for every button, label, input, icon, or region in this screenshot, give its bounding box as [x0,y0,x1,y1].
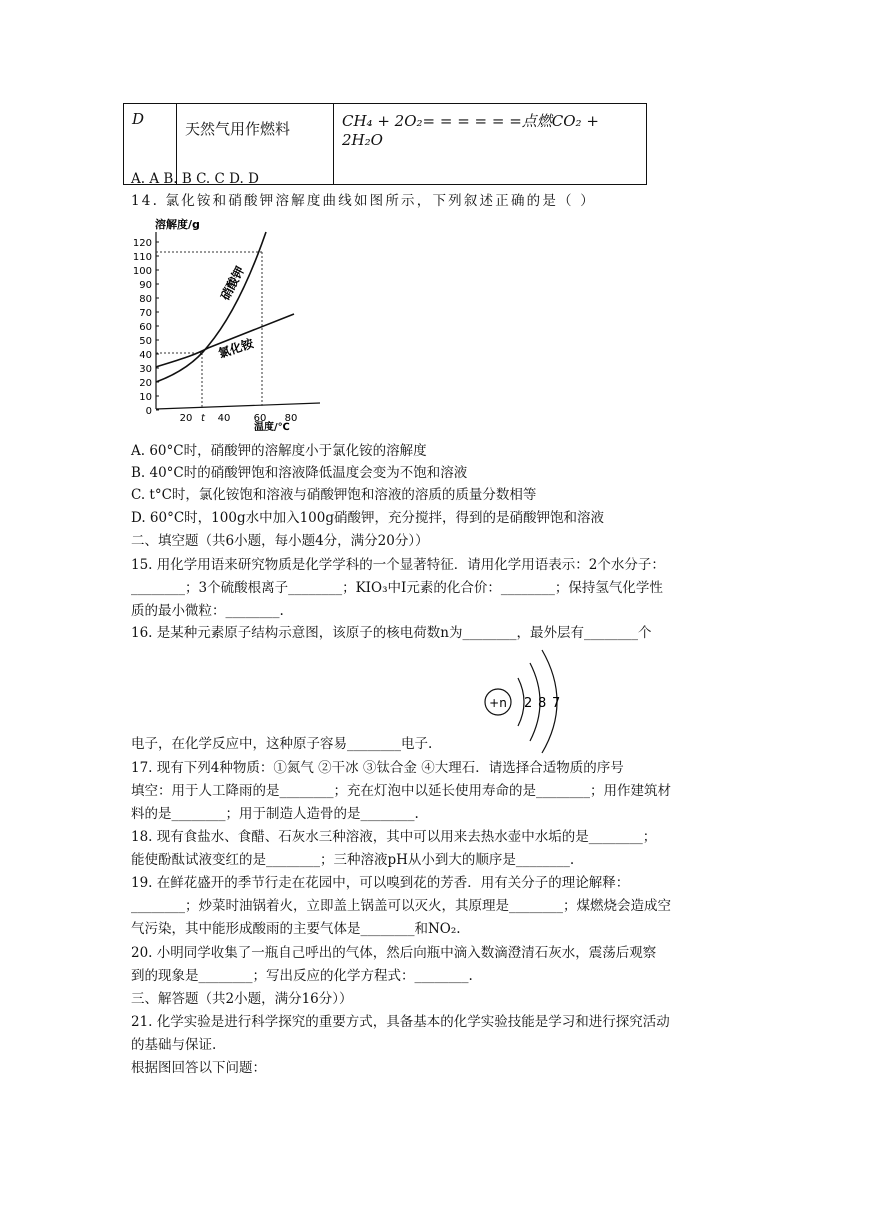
chart-ylabel: 溶解度/g [155,218,200,231]
y-tick-label: 100 [132,266,152,277]
q17-line3: 料的是________；用于制造人造骨的是________. [131,806,419,822]
atom-diagram [478,645,578,755]
q18-line2: 能使酚酞试液变红的是________；三种溶液pH从小到大的顺序是________. [131,852,575,868]
y-tick-label: 20 [139,378,152,389]
chart-xlabel: 温度/℃ [254,422,290,433]
nucleus-label: +n [489,696,507,710]
y-tick-label: 110 [132,252,152,263]
shell-count-2: 8 [538,696,547,711]
y-ticks [133,238,159,417]
shell-count-1: 2 [524,696,533,711]
table-option-cell: D [124,104,177,185]
q14-option-d: D. 60°C时，100g水中加入100g硝酸钾，充分搅拌，得到的是硝酸钾饱和溶液 [131,510,605,526]
curve2-label: 氯化铵 [216,336,256,361]
q13-options: A. A B. B C. C D. D [131,171,259,187]
y-tick-label: 90 [139,280,152,291]
q20-line2: 到的现象是________；写出反应的化学方程式：________. [131,968,473,984]
q15-line2: ________；3个硫酸根离子________；KIO₃中I元素的化合价：________；保持氢气化学性 [131,580,663,596]
x-tick-label: 40 [217,413,231,424]
table-equation-cell: CH₄ + 2O₂= = = = = =点燃CO₂ + 2H₂O [334,104,647,185]
q14-stem: 14. 氯化铵和硝酸钾溶解度曲线如图所示，下列叙述正确的是（ ） [131,193,596,209]
y-tick-label: 40 [139,350,152,361]
q19-line1: 19. 在鲜花盛开的季节行走在花园中，可以嗅到花的芳香．用有关分子的理论解释： [131,875,630,891]
y-tick-label: 30 [139,364,152,375]
q18-line1: 18. 现有食盐水、食醋、石灰水三种溶液，其中可以用来去热水壶中水垢的是________； [131,829,657,845]
x-tick-label: 20 [179,413,193,424]
q20-line1: 20. 小明同学收集了一瓶自己呼出的气体，然后向瓶中滴入数滴澄清石灰水，震荡后观察 [131,945,657,961]
x-tick-label: 80 [284,413,298,424]
y-tick-label: 70 [139,308,152,319]
curve1-label: 硝酸钾 [218,263,248,303]
y-tick-label: 10 [139,392,152,403]
x-tick-label: t [201,413,205,424]
y-tick-label: 50 [139,336,152,347]
x-tick-label: 60 [253,413,267,424]
q19-line2: ________；炒菜时油锅着火，立即盖上锅盖可以灭火，其原理是________；煤燃烧会造成空 [131,898,671,914]
q16-line1: 16. 是某种元素原子结构示意图，该原子的核电荷数n为________，最外层有________个 [131,625,652,641]
section2-heading: 二、填空题（共6小题，每小题4分，满分20分）） [131,533,429,549]
q14-option-b: B. 40°C时的硝酸钾饱和溶液降低温度会变为不饱和溶液 [131,465,468,481]
curve-kno3 [156,232,266,382]
solubility-chart [128,214,328,436]
q21-line1: 21. 化学实验是进行科学探究的重要方式，具备基本的化学实验技能是学习和进行探究活动 [131,1014,670,1030]
q14-option-a: A. 60°C时，硝酸钾的溶解度小于氯化铵的溶解度 [131,443,427,459]
q14-option-c: C. t°C时，氯化铵饱和溶液与硝酸钾饱和溶液的溶质的质量分数相等 [131,487,537,503]
y-tick-label: 120 [132,238,152,249]
q19-line3: 气污染，其中能形成酸雨的主要气体是________和NO₂. [131,921,461,937]
y-tick-label: 0 [145,406,152,417]
q17-line1: 17. 现有下列4种物质：①氮气 ②干冰 ③钛合金 ④大理石．请选择合适物质的序号 [131,760,624,776]
section3-heading: 三、解答题（共2小题，满分16分）） [131,991,353,1007]
q21-line3: 根据图回答以下问题： [131,1060,266,1076]
q21-line2: 的基础与保证. [131,1037,217,1053]
table-usage-cell: 天然气用作燃料 [177,104,334,185]
y-tick-label: 60 [139,322,152,333]
q15-line3: 质的最小微粒：________. [131,603,284,619]
y-tick-label: 80 [139,294,152,305]
q15-line1: 15. 用化学用语来研究物质是化学学科的一个显著特征．请用化学用语表示：2个水分子： [131,557,665,573]
q16-line2: 电子，在化学反应中，这种原子容易________电子. [131,736,433,752]
x-axis [156,403,320,409]
shell-count-3: 7 [552,696,561,711]
q17-line2: 填空：用于人工降雨的是________；充在灯泡中以延长使用寿命的是________；用作建筑材 [131,783,671,799]
